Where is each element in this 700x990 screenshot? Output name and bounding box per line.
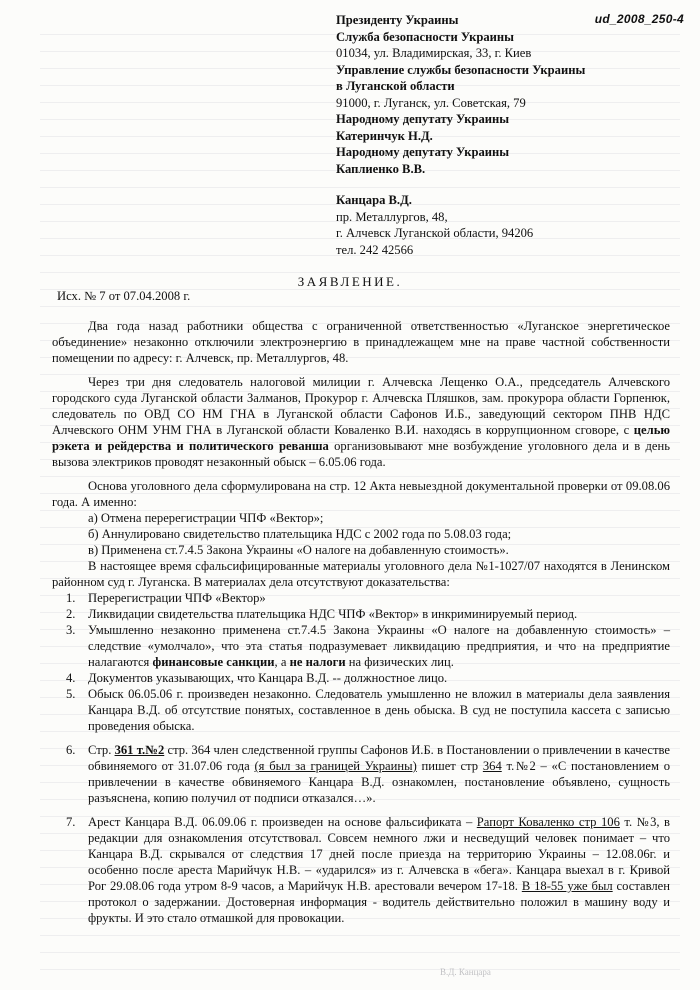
sender-phone: тел. 242 42566: [336, 242, 414, 257]
reference-number: Исх. № 7 от 07.04.2008 г.: [57, 289, 191, 303]
signature-bleed: В.Д. Канцара: [440, 967, 491, 977]
list-item: 6. Стр. 361 т.№2 стр. 364 член следственной группы Сафонов И.Б. в Постановлении о привлечении в качестве обвиняемого от 31.07.06 года (я был за границей Украины) пишет стр 364 т.№2 – «С постановлением о привлечении в качестве обвиняемого Канцара В.Д. ознакомлен, постановление объявлено, сущность разъяснена, копию получил от подписи отказался…».: [66, 743, 670, 805]
recipient-line: Народному депутату Украины: [336, 112, 510, 126]
recipient-line: Народному депутату Украины: [336, 145, 510, 159]
sender-block: [336, 192, 636, 258]
recipient-line: 01034, ул. Владимирская, 33, г. Киев: [336, 46, 532, 60]
recipient-line: в Луганской области: [336, 79, 455, 93]
sub-item-c: в) Применена ст.7.4.5 Закона Украины «О налоге на добавленную стоимость».: [88, 543, 509, 557]
recipient-line: Катеринчук Н.Д.: [336, 128, 433, 143]
paragraph-2: Через три дня следователь налоговой милиции г. Алчевска Лещенко О.А., председатель Алчевского городского суда Луганской области Залманов, Прокурор г. Алчевска Пляшков, зам. прокурора области Горпенюк, следователь по ОВД СО НМ ГНА в Луганской области Сафонов И.Б., заведующий сектором ПНВ НДС Алчевского ОНМ УНМ ГНА в Луганской области Коваленко В.И. находясь в коррупционном сговоре, с целью рэкета и рейдерства и политического реванша организовывают мне возбуждение уголовного дела и в день вызова электриков проводят незаконный обыск – 6.05.06 года.: [52, 375, 670, 469]
sender-name: Канцара В.Д.: [336, 193, 412, 207]
sub-item-a: а) Отмена перерегистрации ЧПФ «Вектор»;: [88, 511, 324, 525]
list-item: 3. Умышленно незаконно применена ст.7.4.5 Закона Украины «О налоге на добавленную стоимость» – следствие «умолчало», что эта статья подразумевает ликвидацию предприятия, и что на предприятие налагаются финансовые санкции, а не налоги на физических лиц.: [66, 623, 670, 669]
list-item: 5. Обыск 06.05.06 г. произведен незаконно. Следователь умышленно не вложил в материалы дела заявления Канцара В.Д. об отсутствие понятых, составленное в день обыска. В суд не поступила кассета с записью проведения обыска.: [66, 687, 670, 733]
recipient-line: Управление службы безопасности Украины: [336, 62, 586, 77]
evidence-list: [52, 590, 670, 926]
list-item: 7. Арест Канцара В.Д. 06.09.06 г. произведен на основе фальсификата – Рапорт Коваленко стр 106 т. №3, в редакции для ознакомления отсутствовал. Совсем немного лжи и несведущий человек понимает – что Канцара В.Д. скрывался от следствия 17 дней после приезда на территорию Украины – 12.08.06г. и особенно после ареста Марийчук Н.В. – «ударился» из г. Алчевска в «бега». Канцара выехал в г. Кривой Рог 29.08.06 года утром 8-9 часов, а Марийчук Н.В. арестовали вечером 17-18. В 18-55 уже был составлен протокол о задержании. Достоверная информация - водитель действительно положил в машину воду и фрукты. И это стало отмашкой для провокации.: [66, 815, 670, 925]
recipient-line: Каплиенко В.В.: [336, 161, 426, 176]
list-item: 1. Перерегистрации ЧПФ «Вектор»: [66, 591, 266, 605]
recipient-line: Служба безопасности Украины: [336, 29, 514, 44]
paragraph-4: В настоящее время сфальсифицированные материалы уголовного дела №1-1027/07 находятся в Ленинском районном суд г. Луганска. В материалах дела отсутствуют доказательства:: [52, 559, 670, 589]
statement-body: [52, 318, 670, 926]
recipient-line: 91000, г. Луганск, ул. Советская, 79: [336, 95, 526, 110]
sub-item-b: б) Аннулировано свидетельство плательщика НДС с 2002 года по 5.08.03 года;: [88, 527, 512, 541]
archive-stamp: ud_2008_250-4: [594, 12, 684, 26]
recipient-line: Президенту Украины: [336, 13, 459, 27]
recipient-block: [336, 12, 656, 177]
document-title: ЗАЯВЛЕНИЕ.: [297, 274, 403, 289]
paragraph-3: Основа уголовного дела сформулирована на стр. 12 Акта невыездной документальной проверки от 09.08.06 года. А именно:: [52, 479, 670, 509]
list-item: 4. Документов указывающих, что Канцара В.Д. -- должностное лицо.: [66, 671, 448, 685]
sender-street: пр. Металлургов, 48,: [336, 209, 448, 224]
paragraph-1: Два года назад работники общества с ограниченной ответственностью «Луганское энергетическое объединение» незаконно отключили электроэнергию в принадлежащем мне на праве частной собственности помещении по адресу: г. Алчевск, пр. Металлургов, 48.: [52, 319, 670, 365]
sender-city: г. Алчевск Луганской области, 94206: [336, 226, 534, 240]
list-item: 2. Ликвидации свидетельства плательщика НДС ЧПФ «Вектор» в инкриминируемый период.: [66, 607, 578, 621]
